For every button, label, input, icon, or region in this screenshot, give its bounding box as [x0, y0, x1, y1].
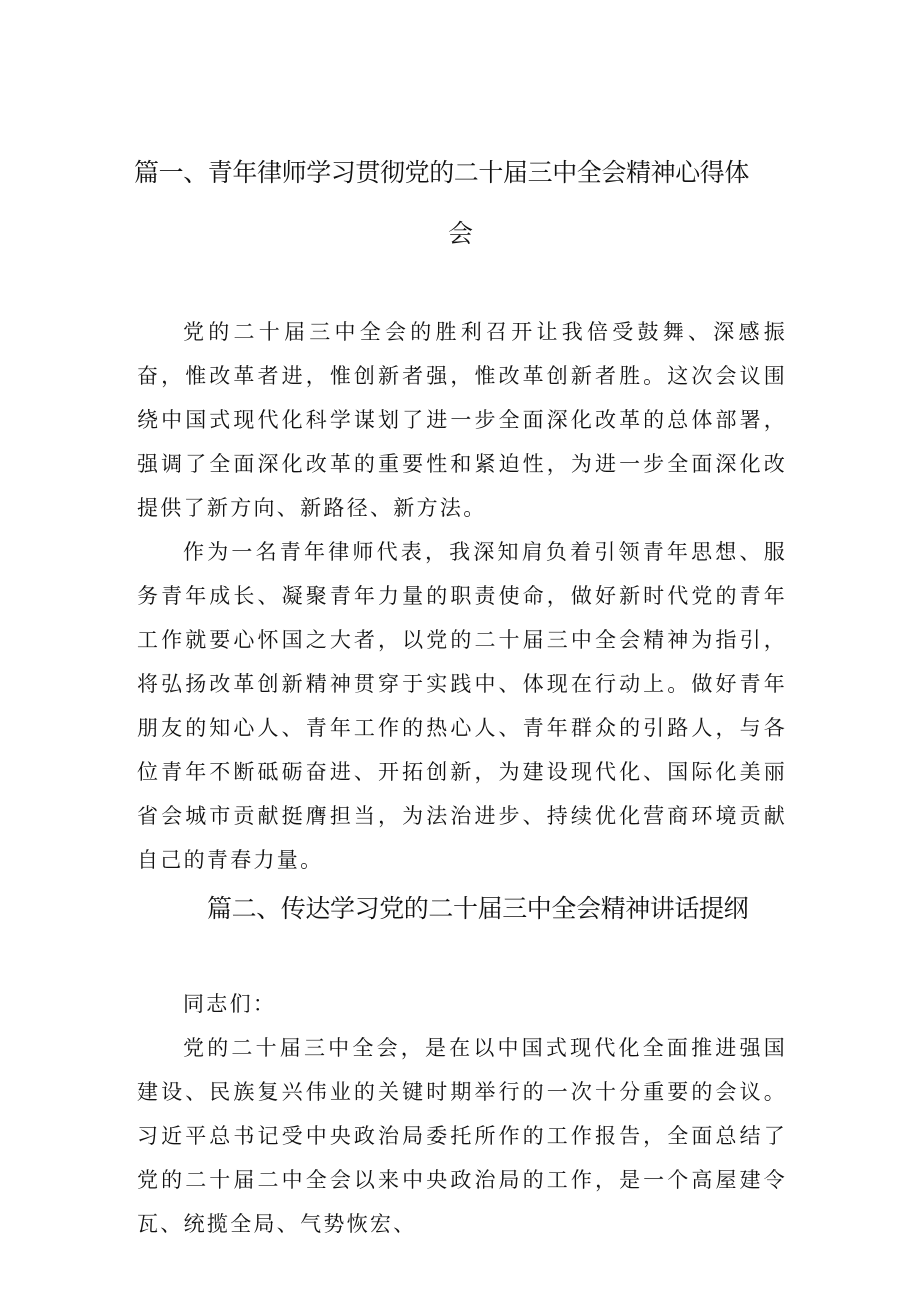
section1-paragraph-2: 作为一名青年律师代表，我深知肩负着引领青年思想、服务青年成长、凝聚青年力量的职责使命，做好新时代党的青年工作就要心怀国之大者，以党的二十届三中全会精神为指引，将弘扬改革创新精神贯穿于实践中、体现在行动上。做好青年朋友的知心人、青年工作的热心人、青年群众的引路人，与各位青年不断砥砺奋进、开拓创新，为建设现代化、国际化美丽省会城市贡献挺膺担当，为法治进步、持续优化营商环境贡献自己的青春力量。: [137, 540, 787, 872]
section2-title: 篇二、传达学习党的二十届三中全会精神讲话提纲: [207, 894, 749, 923]
section1-body: [137, 310, 787, 882]
section1-title-line1: 篇一、青年律师学习贯彻党的二十届三中全会精神心得体: [134, 158, 750, 187]
section1-title-line2: 会: [448, 219, 473, 248]
section2-greeting: 同志们：: [183, 992, 277, 1016]
section2-paragraph-1: 党的二十届三中全会，是在以中国式现代化全面推进强国建设、民族复兴伟业的关键时期举行的一次十分重要的会议。习近平总书记受中央政治局委托所作的工作报告，全面总结了党的二十届二中全会以来中央政治局的工作，是一个高屋建令瓦、统揽全局、气势恢宏、: [137, 1036, 787, 1236]
section1-paragraph-1: 党的二十届三中全会的胜利召开让我倍受鼓舞、深感振奋，惟改革者进，惟创新者强，惟改革创新者胜。这次会议围绕中国式现代化科学谋划了进一步全面深化改革的总体部署，强调了全面深化改革的重要性和紧迫性，为进一步全面深化改提供了新方向、新路径、新方法。: [137, 320, 787, 520]
section2-body: [137, 982, 787, 1246]
